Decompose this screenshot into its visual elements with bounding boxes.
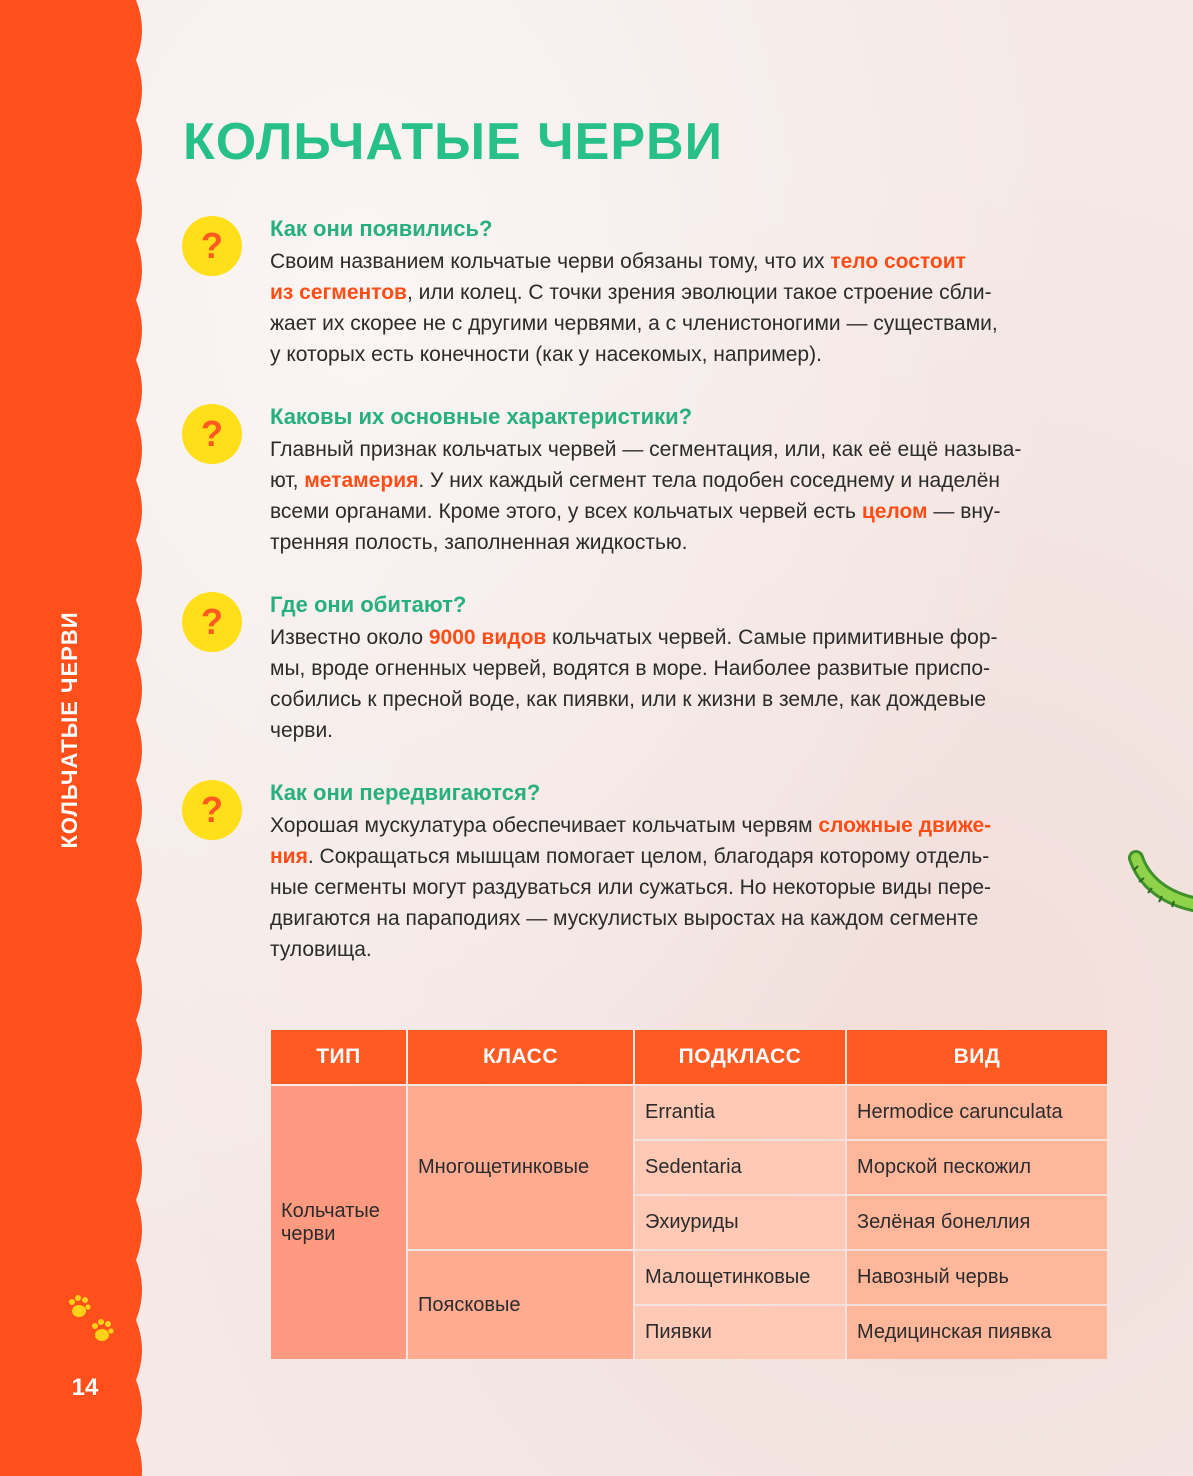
cell-subclass: Errantia [635, 1086, 845, 1139]
cell-type: Кольчатые черви [271, 1086, 406, 1359]
highlight-term: тело состоит [830, 250, 966, 273]
highlight-term: сложные движе- [818, 814, 992, 837]
question-title: Каковы их основные характеристики? [270, 404, 693, 429]
highlight-term: 9000 видов [428, 626, 547, 649]
cell-species: Медицинская пиявка [847, 1306, 1107, 1359]
cell-subclass: Малощетинковые [635, 1251, 845, 1304]
cell-species: Морской пескожил [847, 1141, 1107, 1194]
page-number: 14 [71, 1374, 99, 1401]
side-chapter-label: КОЛЬЧАТЫЕ ЧЕРВИ [57, 611, 82, 849]
text-line: из сегментов, или колец. С точки зрения эволюции такое строение сбли- [270, 281, 992, 304]
question-mark-icon: ? [182, 592, 242, 652]
text-line: ные сегменты могут раздуваться или сужаться. Но некоторые виды пере- [270, 876, 992, 899]
text-line: у которых есть конечности (как у насекомых, например). [270, 343, 822, 366]
table-row [271, 1086, 1107, 1139]
question-mark-icon: ? [182, 404, 242, 464]
page-title: КОЛЬЧАТЫЕ ЧЕРВИ [183, 113, 723, 171]
answer-text [270, 246, 1090, 370]
taxonomy-table [269, 1028, 1109, 1361]
cell-species: Навозный червь [847, 1251, 1107, 1304]
text-line: всеми органами. Кроме этого, у всех кольчатых червей есть целом — вну- [270, 500, 1001, 523]
highlight-term: из сегментов [270, 281, 407, 304]
highlight-term: целом [861, 500, 928, 523]
answer-text [270, 622, 1090, 746]
column-header-class: КЛАСС [408, 1030, 633, 1084]
answer-text [270, 434, 1090, 558]
question-mark-icon: ? [182, 216, 242, 276]
worm-illustration [1128, 846, 1193, 926]
column-header-species: ВИД [847, 1030, 1107, 1084]
text-line: собились к пресной воде, как пиявки, или к жизни в земле, как дождевые [270, 688, 987, 711]
column-header-subclass: ПОДКЛАСС [635, 1030, 845, 1084]
text-line: ют, метамерия. У них каждый сегмент тела подобен соседнему и наделён [270, 469, 1000, 492]
question-title: Как они появились? [270, 216, 493, 241]
answer-text [270, 810, 1090, 965]
cell-subclass: Sedentaria [635, 1141, 845, 1194]
text-line: тренняя полость, заполненная жидкостью. [270, 531, 688, 554]
text-line: Известно около 9000 видов кольчатых червей. Самые примитивные фор- [270, 626, 998, 649]
cell-class: Многощетинковые [408, 1086, 633, 1249]
cell-subclass: Эхиуриды [635, 1196, 845, 1249]
cell-species: Hermodice carunculata [847, 1086, 1107, 1139]
table-header-row [271, 1030, 1107, 1084]
cell-subclass: Пиявки [635, 1306, 845, 1359]
cell-species: Зелёная бонеллия [847, 1196, 1107, 1249]
text-line: жает их скорее не с другими червями, а с членистоногими — существами, [270, 312, 998, 335]
text-line: черви. [270, 719, 334, 742]
column-header-type: ТИП [271, 1030, 406, 1084]
highlight-term: метамерия [304, 469, 419, 492]
highlight-term: ния [270, 845, 308, 868]
text-line: Главный признак кольчатых червей — сегментация, или, как её ещё называ- [270, 438, 1022, 461]
text-line: Своим названием кольчатые черви обязаны тому, что их тело состоит [270, 250, 966, 273]
text-line: ния. Сокращаться мышцам помогает целом, благодаря которому отдель- [270, 845, 990, 868]
text-line: двигаются на параподиях — мускулистых выростах на каждом сегменте [270, 907, 979, 930]
cell-class: Поясковые [408, 1251, 633, 1359]
text-line: мы, вроде огненных червей, водятся в море. Наиболее развитые приспо- [270, 657, 990, 680]
paw-prints-icon [64, 1294, 120, 1350]
text-line: Хорошая мускулатура обеспечивает кольчатым червям сложные движе- [270, 814, 992, 837]
question-mark-icon: ? [182, 780, 242, 840]
question-title: Как они передвигаются? [270, 780, 541, 805]
question-title: Где они обитают? [270, 592, 467, 617]
text-line: туловища. [270, 938, 372, 961]
